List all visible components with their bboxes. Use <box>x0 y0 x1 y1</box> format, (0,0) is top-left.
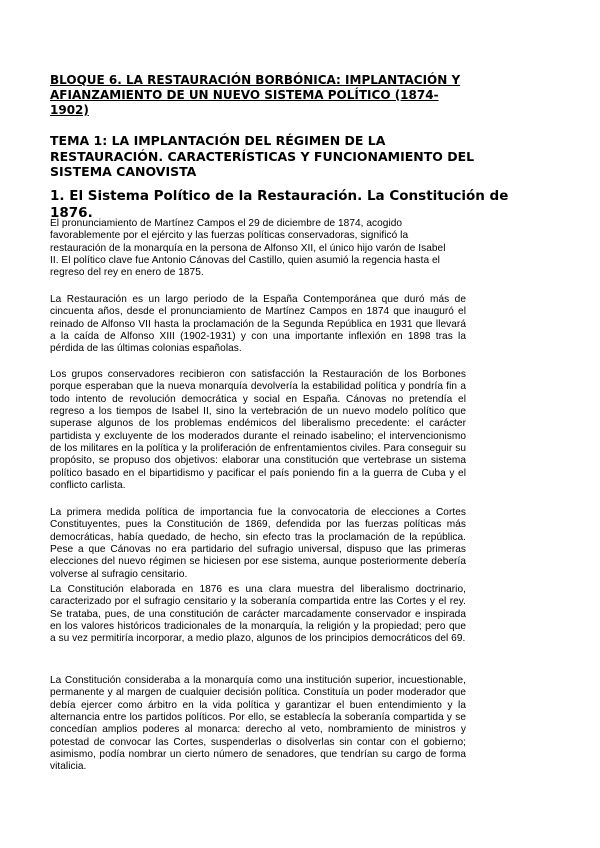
block-title: BLOQUE 6. LA RESTAURACIÓN BORBÓNICA: IMPLANTACIÓN Y AFIANZAMIENTO DE UN NUEVO SISTEMA POLÍTICO (1874-1902) <box>50 73 461 117</box>
paragraph: El pronunciamiento de Martínez Campos el 29 de diciembre de 1874, acogido favorablemente por el ejército y las fuerzas políticas conservadoras, significó la restauración de la monarquía en la persona de Alfonso XII, el único hijo varón de Isabel II. El político clave fue Antonio Cánovas del Castillo, quien asumió la regencia hasta el regreso del rey en enero de 1875. <box>50 218 446 279</box>
section-title: 1. El Sistema Político de la Restauración. La Constitución de 1876. <box>50 188 509 221</box>
paragraph: La Constitución consideraba a la monarquía como una institución superior, incuestionable, permanente y al margen de cualquier decisión política. Constituía un poder moderador que debía ejercer como árbitro en la vida política y garantizar el buen entendimiento y la alternancia entre los partidos políticos. Por ello, se establecía la soberanía compartida y se concedían amplios poderes al monarca: derecho al veto, nombramiento de ministros y potestad de convocar las Cortes, suspenderlas o disolverlas sin contar con el gobierno; asimismo, podía nombrar un cierto número de senadores, que tendrían su cargo de forma vitalicia. <box>50 675 466 773</box>
paragraph: La Constitución elaborada en 1876 es una clara muestra del liberalismo doctrinario, caracterizado por el sufragio censitario y la soberanía compartida entre las Cortes y el rey. Se trataba, pues, de una constitución de carácter marcadamente conservador e inspirada en los valores históricos tradicionales de la monarquía, la religión y la propiedad; pero que a su vez permitiría incorporar, a medio plazo, algunos de los principios democráticos del 69. <box>50 584 466 645</box>
paragraph: Los grupos conservadores recibieron con satisfacción la Restauración de los Borbones porque esperaban que la nueva monarquía devolvería la estabilidad política y pondría fin a todo intento de revolución democrática y social en España. Cánovas no pretendía el regreso a los tiempos de Isabel II, sino la vertebración de un nuevo modelo político que superase algunos de los problemas endémicos del liberalismo precedente: el carácter partidista y excluyente de los moderados durante el reinado isabelino; el intervencionismo de los militares en la política y la proliferación de enfrentamientos civiles. Para conseguir su propósito, se propuso dos objetivos: elaborar una constitución que vertebrase un sistema político basado en el bipartidismo y pacificar el país poniendo fin a la guerra de Cuba y el conflicto carlista. <box>50 369 466 492</box>
tema-title: TEMA 1: LA IMPLANTACIÓN DEL RÉGIMEN DE LA RESTAURACIÓN. CARACTERÍSTICAS Y FUNCIONAMIENTO DEL SISTEMA CANOVISTA <box>50 133 475 179</box>
paragraph: La Restauración es un largo periodo de la España Contemporánea que duró más de cincuenta años, desde el pronunciamiento de Martínez Campos en 1874 que inauguró el reinado de Alfonso VII hasta la proclamación de la Segunda República en 1931 que llevará a la caída de Alfonso XIII (1902-1931) y con una importante inflexión en 1898 tras la pérdida de las últimas colonias españolas. <box>50 294 466 355</box>
paragraph: La primera medida política de importancia fue la convocatoria de elecciones a Cortes Constituyentes, pues la Constitución de 1869, defendida por las fuerzas políticas más democráticas, había quedado, de hecho, sin efecto tras la proclamación de la república. Pese a que Cánovas no era partidario del sufragio universal, dispuso que las primeras elecciones del nuevo régimen se hiciesen por ese sistema, aunque posteriormente debería volverse al sufragio censitario. <box>50 507 466 580</box>
